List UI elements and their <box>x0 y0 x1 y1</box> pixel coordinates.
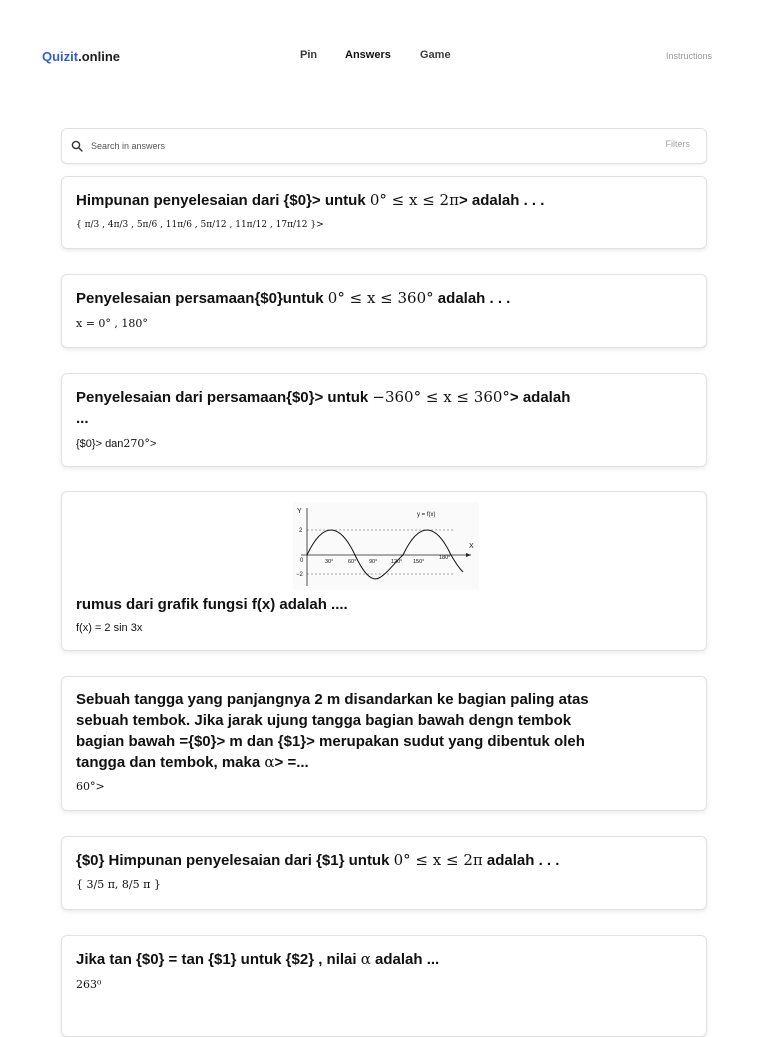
search-input[interactable] <box>89 135 613 157</box>
tick-label: 90° <box>369 559 378 565</box>
answer-card[interactable] <box>61 274 707 348</box>
brand-name: Quizit <box>42 49 79 64</box>
search-icon <box>70 139 84 153</box>
answer-card[interactable] <box>61 491 707 651</box>
search-bar[interactable] <box>61 128 707 164</box>
question-text: {$0} Himpunan penyelesaian dari {$1} untuk 0° ≤ x ≤ 2π adalah . . . <box>76 851 560 869</box>
filters-button[interactable]: Filters <box>665 139 690 149</box>
tick-label: 60° <box>348 559 357 565</box>
nav-answers[interactable]: Answers <box>345 49 391 61</box>
answer-text: 60°> <box>76 780 105 793</box>
tick-label: 30° <box>325 559 334 565</box>
question-text: Penyelesaian dari persamaan{$0}> untuk −360° ≤ x ≤ 360°> adalah ... <box>76 388 571 427</box>
sine-graph-image <box>293 502 479 590</box>
answer-text: { 3/5 π, 8/5 π } <box>76 878 161 891</box>
tick-label: 180° <box>439 555 451 561</box>
question-text: Himpunan penyelesaian dari {$0}> untuk 0° ≤ x ≤ 2π> adalah . . . <box>76 191 545 209</box>
tick-label: −2 <box>296 572 303 578</box>
tick-label: 2 <box>299 528 303 534</box>
question-text: Jika tan {$0} = tan {$1} untuk {$2} , nilai α adalah ... <box>76 950 440 968</box>
nav-game[interactable]: Game <box>420 49 451 61</box>
instructions-link[interactable]: Instructions <box>665 51 712 61</box>
question-text: Penyelesaian persamaan{$0}untuk 0° ≤ x ≤ 360° adalah . . . <box>76 289 511 307</box>
answer-card[interactable] <box>61 836 707 910</box>
answer-text: {$0}> dan270°> <box>76 437 157 450</box>
brand-domain: .online <box>78 49 120 64</box>
question-text: Sebuah tangga yang panjangnya 2 m disandarkan ke bagian paling atas sebuah tembok. Jika jarak ujung tangga bagian bawah dengn tembok bagian bawah ={$0}> m dan {$1}> merupakan sudut yang dibentuk oleh tangga dan tembok, maka α> =... <box>76 691 589 771</box>
answer-text: x = 0° , 180° <box>76 317 148 330</box>
tick-label: 120° <box>391 559 403 565</box>
question-text: rumus dari grafik fungsi f(x) adalah .... <box>76 596 348 613</box>
answer-card[interactable] <box>61 935 707 1037</box>
answer-card[interactable] <box>61 373 707 467</box>
answer-text: 263⁰ <box>76 978 102 991</box>
axis-label-y: Y <box>297 508 302 515</box>
answer-card[interactable] <box>61 676 707 811</box>
curve-label: y = f(x) <box>417 512 436 518</box>
axis-label-x: X <box>469 543 474 550</box>
brand-logo[interactable] <box>42 49 120 64</box>
answer-text: f(x) = 2 sin 3x <box>76 622 143 634</box>
answer-text: { π/3 , 4π/3 , 5π/6 , 11π/6 , 5π/12 , 11π/12 , 17π/12 }> <box>76 220 324 230</box>
answer-card[interactable] <box>61 176 707 249</box>
nav-pin[interactable]: Pin <box>300 49 318 61</box>
top-header <box>0 0 768 112</box>
tick-label: 150° <box>413 559 425 565</box>
tick-label: 0 <box>300 558 304 564</box>
